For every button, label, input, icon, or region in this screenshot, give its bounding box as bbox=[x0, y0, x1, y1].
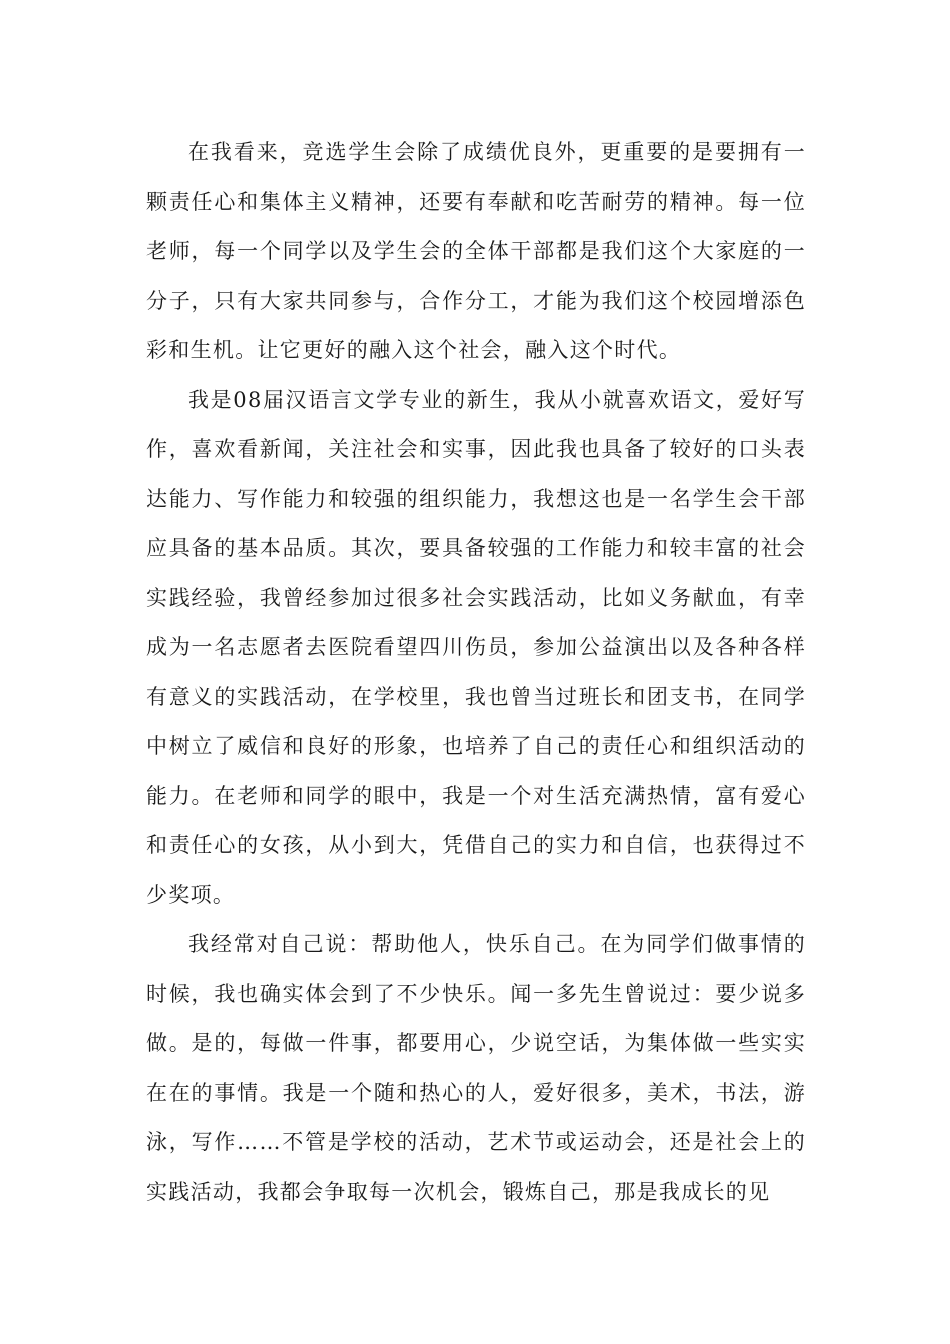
paragraph-3: 我经常对自己说：帮助他人，快乐自己。在为同学们做事情的时候，我也确实体会到了不少快乐。闻一多先生曾说过：要少说多做。是的，每做一件事，都要用心，少说空话，为集体做一些实实在在的事情。我是一个随和热心的人，爱好很多，美术，书法，游泳，写作……不管是学校的活动，艺术节或运动会，还是社会上的实践活动，我都会争取每一次机会，锻炼自己，那是我成长的见 bbox=[146, 932, 806, 1204]
paragraph-1: 在我看来，竞选学生会除了成绩优良外，更重要的是要拥有一颗责任心和集体主义精神，还要有奉献和吃苦耐劳的精神。每一位老师，每一个同学以及学生会的全体干部都是我们这个大家庭的一分子，只有大家共同参与，合作分工，才能为我们这个校园增添色彩和生机。让它更好的融入这个社会，融入这个时代。 bbox=[146, 140, 806, 362]
document-body bbox=[146, 128, 806, 1217]
paragraph-2: 我是08届汉语言文学专业的新生，我从小就喜欢语文，爱好写作，喜欢看新闻，关注社会和实事，因此我也具备了较好的口头表达能力、写作能力和较强的组织能力，我想这也是一名学生会干部应具备的基本品质。其次，要具备较强的工作能力和较丰富的社会实践经验，我曾经参加过很多社会实践活动，比如义务献血，有幸成为一名志愿者去医院看望四川伤员，参加公益演出以及各种各样有意义的实践活动，在学校里，我也曾当过班长和团支书，在同学中树立了威信和良好的形象，也培养了自己的责任心和组织活动的能力。在老师和同学的眼中，我是一个对生活充满热情，富有爱心和责任心的女孩，从小到大，凭借自己的实力和自信，也获得过不少奖项。 bbox=[146, 387, 806, 907]
